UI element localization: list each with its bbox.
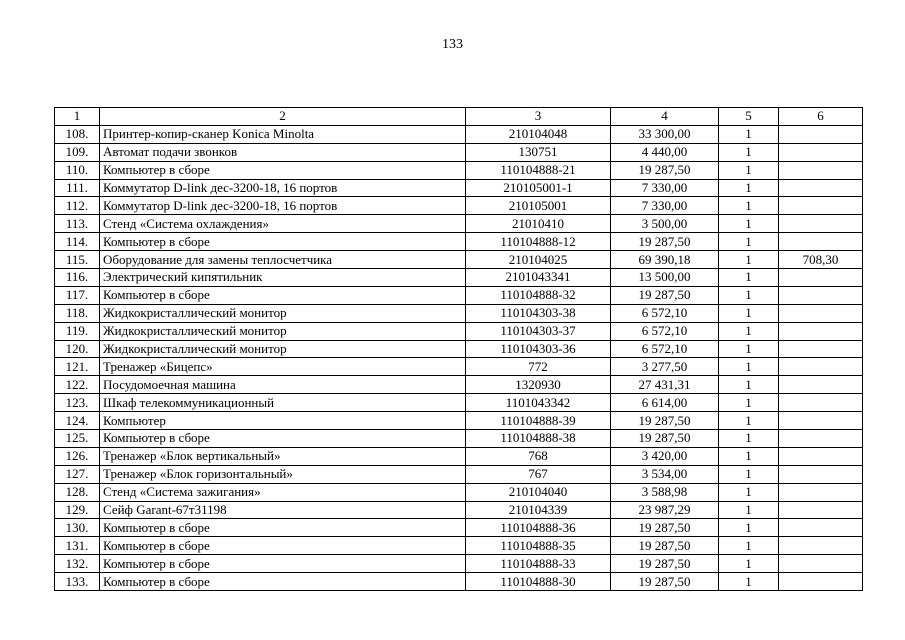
item-cost: 6 572,10 [611,322,719,340]
row-number: 119. [55,322,100,340]
item-quantity: 1 [719,269,779,287]
item-name: Автомат подачи звонков [100,143,466,161]
column-header-4: 4 [611,108,719,126]
item-cost: 19 287,50 [611,573,719,591]
item-name: Компьютер в сборе [100,555,466,573]
item-quantity: 1 [719,340,779,358]
item-name: Тренажер «Блок вертикальный» [100,447,466,465]
inventory-code: 110104888-30 [466,573,611,591]
item-name: Компьютер в сборе [100,161,466,179]
item-cost: 6 614,00 [611,394,719,412]
extra-value [779,215,863,233]
inventory-code: 110104888-33 [466,555,611,573]
item-cost: 19 287,50 [611,233,719,251]
item-cost: 7 330,00 [611,179,719,197]
inventory-code: 110104888-38 [466,430,611,448]
item-quantity: 1 [719,501,779,519]
item-cost: 3 534,00 [611,465,719,483]
table-row [55,555,863,573]
column-header-5: 5 [719,108,779,126]
row-number: 131. [55,537,100,555]
item-cost: 19 287,50 [611,161,719,179]
row-number: 133. [55,573,100,591]
item-name: Шкаф телекоммуникационный [100,394,466,412]
table-row [55,537,863,555]
item-name: Принтер-копир-сканер Konica Minolta [100,125,466,143]
item-quantity: 1 [719,125,779,143]
extra-value [779,233,863,251]
item-cost: 19 287,50 [611,519,719,537]
item-cost: 33 300,00 [611,125,719,143]
item-quantity: 1 [719,215,779,233]
row-number: 117. [55,286,100,304]
inventory-code: 210105001-1 [466,179,611,197]
item-quantity: 1 [719,519,779,537]
item-name: Компьютер в сборе [100,430,466,448]
item-quantity: 1 [719,161,779,179]
item-cost: 19 287,50 [611,537,719,555]
row-number: 121. [55,358,100,376]
row-number: 113. [55,215,100,233]
row-number: 126. [55,447,100,465]
item-cost: 19 287,50 [611,286,719,304]
extra-value [779,465,863,483]
item-quantity: 1 [719,412,779,430]
inventory-code: 110104888-35 [466,537,611,555]
item-name: Сейф Garant-67т31198 [100,501,466,519]
inventory-code: 110104888-36 [466,519,611,537]
item-name: Коммутатор D-link дес-3200-18, 16 портов [100,197,466,215]
item-quantity: 1 [719,179,779,197]
extra-value [779,573,863,591]
item-name: Посудомоечная машина [100,376,466,394]
extra-value [779,394,863,412]
row-number: 110. [55,161,100,179]
table-row [55,161,863,179]
inventory-code: 768 [466,447,611,465]
inventory-code: 110104888-21 [466,161,611,179]
inventory-code: 110104303-38 [466,304,611,322]
item-name: Стенд «Система охлаждения» [100,215,466,233]
table-row [55,483,863,501]
row-number: 123. [55,394,100,412]
item-quantity: 1 [719,537,779,555]
row-number: 127. [55,465,100,483]
item-cost: 13 500,00 [611,269,719,287]
extra-value: 708,30 [779,251,863,269]
item-quantity: 1 [719,233,779,251]
inventory-code: 210104025 [466,251,611,269]
extra-value [779,501,863,519]
row-number: 114. [55,233,100,251]
inventory-code: 772 [466,358,611,376]
table-row [55,376,863,394]
table-row [55,143,863,161]
inventory-code: 1101043342 [466,394,611,412]
item-name: Коммутатор D-link дес-3200-18, 16 портов [100,179,466,197]
row-number: 115. [55,251,100,269]
table-row [55,501,863,519]
table-row [55,179,863,197]
item-cost: 3 588,98 [611,483,719,501]
inventory-code: 130751 [466,143,611,161]
row-number: 109. [55,143,100,161]
header-row [55,108,863,126]
table-row [55,251,863,269]
table-row [55,340,863,358]
extra-value [779,179,863,197]
item-quantity: 1 [719,573,779,591]
item-name: Компьютер в сборе [100,573,466,591]
extra-value [779,537,863,555]
inventory-code: 110104303-37 [466,322,611,340]
item-quantity: 1 [719,483,779,501]
extra-value [779,269,863,287]
extra-value [779,412,863,430]
page-number: 133 [442,37,463,52]
item-name: Жидкокристаллический монитор [100,340,466,358]
table-row [55,233,863,251]
item-name: Жидкокристаллический монитор [100,322,466,340]
row-number: 118. [55,304,100,322]
table-row [55,358,863,376]
item-name: Тренажер «Бицепс» [100,358,466,376]
item-quantity: 1 [719,197,779,215]
row-number: 111. [55,179,100,197]
extra-value [779,304,863,322]
table-body [55,125,863,590]
item-cost: 69 390,18 [611,251,719,269]
inventory-code: 110104888-39 [466,412,611,430]
item-name: Стенд «Система зажигания» [100,483,466,501]
extra-value [779,376,863,394]
table-row [55,447,863,465]
extra-value [779,322,863,340]
extra-value [779,197,863,215]
item-cost: 3 420,00 [611,447,719,465]
item-cost: 27 431,31 [611,376,719,394]
table-row [55,322,863,340]
item-cost: 4 440,00 [611,143,719,161]
item-quantity: 1 [719,447,779,465]
item-name: Жидкокристаллический монитор [100,304,466,322]
extra-value [779,161,863,179]
item-quantity: 1 [719,304,779,322]
extra-value [779,286,863,304]
item-name: Компьютер в сборе [100,537,466,555]
item-quantity: 1 [719,465,779,483]
inventory-code: 210104048 [466,125,611,143]
row-number: 116. [55,269,100,287]
item-quantity: 1 [719,555,779,573]
item-cost: 7 330,00 [611,197,719,215]
item-cost: 6 572,10 [611,340,719,358]
item-quantity: 1 [719,394,779,412]
row-number: 129. [55,501,100,519]
extra-value [779,125,863,143]
table-row [55,125,863,143]
extra-value [779,483,863,501]
extra-value [779,358,863,376]
item-quantity: 1 [719,286,779,304]
item-name: Компьютер [100,412,466,430]
item-name: Тренажер «Блок горизонтальный» [100,465,466,483]
extra-value [779,340,863,358]
inventory-code: 110104888-32 [466,286,611,304]
extra-value [779,519,863,537]
table-row [55,519,863,537]
column-header-2: 2 [100,108,466,126]
inventory-table [54,107,863,591]
extra-value [779,430,863,448]
column-header-1: 1 [55,108,100,126]
row-number: 124. [55,412,100,430]
row-number: 112. [55,197,100,215]
item-name: Электрический кипятильник [100,269,466,287]
inventory-code: 767 [466,465,611,483]
inventory-code: 1320930 [466,376,611,394]
item-cost: 3 500,00 [611,215,719,233]
item-name: Компьютер в сборе [100,519,466,537]
row-number: 132. [55,555,100,573]
item-cost: 19 287,50 [611,430,719,448]
item-quantity: 1 [719,358,779,376]
table-row [55,215,863,233]
row-number: 128. [55,483,100,501]
item-quantity: 1 [719,251,779,269]
inventory-code: 110104303-36 [466,340,611,358]
column-header-3: 3 [466,108,611,126]
row-number: 122. [55,376,100,394]
item-cost: 19 287,50 [611,555,719,573]
table-row [55,430,863,448]
table-row [55,394,863,412]
row-number: 125. [55,430,100,448]
item-name: Компьютер в сборе [100,233,466,251]
table-row [55,304,863,322]
inventory-code: 2101043341 [466,269,611,287]
extra-value [779,555,863,573]
item-cost: 19 287,50 [611,412,719,430]
table-row [55,197,863,215]
item-cost: 6 572,10 [611,304,719,322]
inventory-code: 210104339 [466,501,611,519]
table-row [55,269,863,287]
extra-value [779,447,863,465]
row-number: 130. [55,519,100,537]
item-quantity: 1 [719,376,779,394]
column-header-6: 6 [779,108,863,126]
item-quantity: 1 [719,430,779,448]
table-row [55,573,863,591]
table-row [55,286,863,304]
row-number: 108. [55,125,100,143]
inventory-code: 110104888-12 [466,233,611,251]
inventory-code: 210105001 [466,197,611,215]
table-row [55,465,863,483]
table-row [55,412,863,430]
item-name: Компьютер в сборе [100,286,466,304]
extra-value [779,143,863,161]
inventory-code: 21010410 [466,215,611,233]
item-quantity: 1 [719,322,779,340]
inventory-code: 210104040 [466,483,611,501]
item-quantity: 1 [719,143,779,161]
item-cost: 23 987,29 [611,501,719,519]
item-cost: 3 277,50 [611,358,719,376]
table-header [55,108,863,126]
row-number: 120. [55,340,100,358]
item-name: Оборудование для замены теплосчетчика [100,251,466,269]
